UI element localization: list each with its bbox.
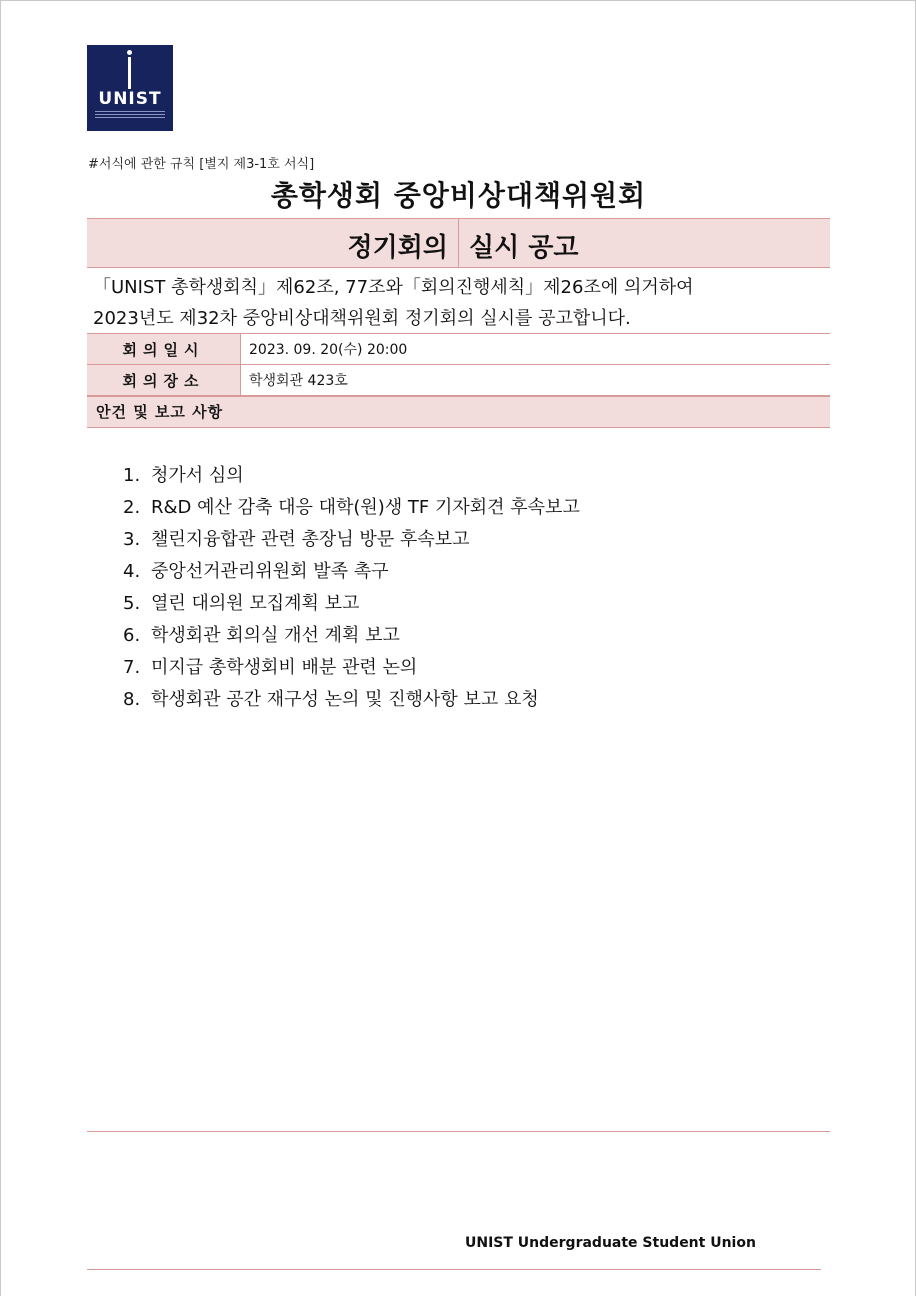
date-row bbox=[87, 334, 830, 365]
org-title: 총학생회 중앙비상대책위원회 bbox=[270, 179, 647, 212]
date-value: 2023. 09. 20(수) 20:00 bbox=[241, 334, 831, 365]
form-note: #서식에 관한 규칙 [별지 제3-1호 서식] bbox=[88, 157, 315, 172]
intro-line-2: 2023년도 제32차 중앙비상대책위원회 정기회의 실시를 공고합니다. bbox=[93, 308, 631, 329]
bottom-divider bbox=[87, 1269, 821, 1270]
list-item: 7. 미지급 총학생회비 배분 관련 논의 bbox=[123, 657, 418, 678]
logo-bar bbox=[128, 57, 131, 89]
logo-subtext-lines bbox=[95, 111, 165, 121]
list-item: 2. R&D 예산 감축 대응 대학(원)생 TF 기자회견 후속보고 bbox=[123, 497, 580, 518]
list-item: 3. 챌린지융합관 관련 총장님 방문 후속보고 bbox=[123, 529, 470, 550]
banner-divider bbox=[458, 219, 459, 267]
intro-line-1: 「UNIST 총학생회칙」제62조, 77조와「회의진행세칙」제26조에 의거하여 bbox=[93, 277, 694, 298]
place-label: 회의장소 bbox=[87, 365, 241, 396]
logo-wordmark: UNIST bbox=[98, 89, 162, 109]
banner-left-text: 정기회의 bbox=[347, 233, 448, 263]
agenda-heading: 안건 및 보고 사항 bbox=[87, 396, 830, 428]
list-item: 1. 청가서 심의 bbox=[123, 465, 244, 486]
date-label: 회의일시 bbox=[87, 334, 241, 365]
unist-logo bbox=[87, 45, 173, 131]
footer-org-name: UNIST Undergraduate Student Union bbox=[465, 1235, 756, 1251]
agenda-list bbox=[123, 460, 580, 716]
intro-paragraph bbox=[93, 272, 694, 334]
place-row bbox=[87, 365, 830, 396]
logo-dot bbox=[127, 50, 132, 55]
list-item: 8. 학생회관 공간 재구성 논의 및 진행사항 보고 요청 bbox=[123, 689, 539, 710]
notice-banner bbox=[87, 218, 830, 268]
list-item: 4. 중앙선거관리위원회 발족 촉구 bbox=[123, 561, 389, 582]
place-value: 학생회관 423호 bbox=[241, 365, 831, 396]
banner-right-text: 실시 공고 bbox=[469, 233, 579, 263]
footer-divider bbox=[87, 1131, 830, 1132]
list-item: 5. 열린 대의원 모집계획 보고 bbox=[123, 593, 360, 614]
meeting-info-table bbox=[87, 333, 830, 396]
list-item: 6. 학생회관 회의실 개선 계획 보고 bbox=[123, 625, 400, 646]
